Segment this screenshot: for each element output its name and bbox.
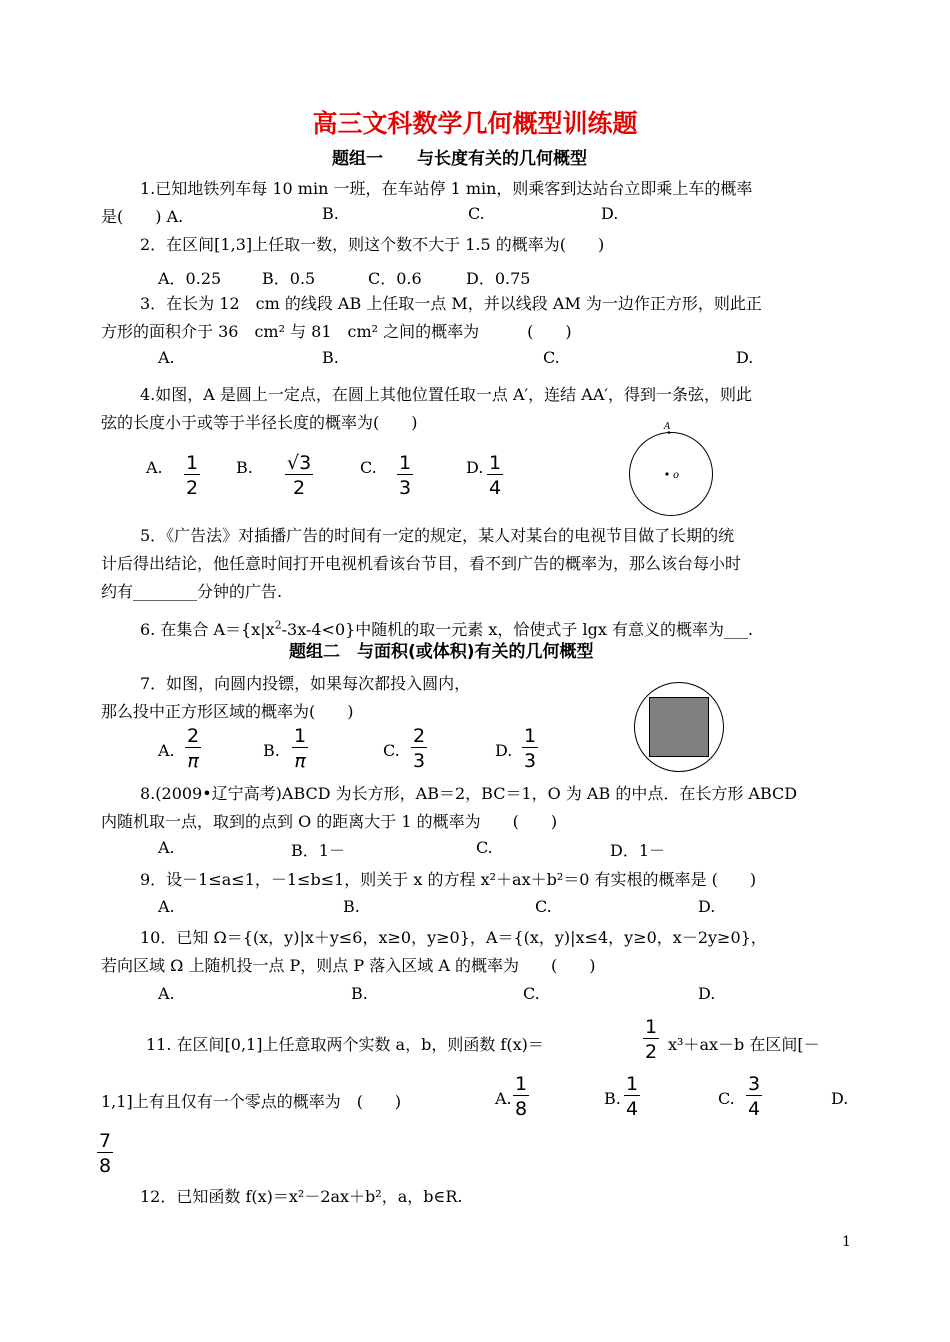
question-3-option-b: B. <box>322 348 339 367</box>
question-10-option-d: D. <box>698 984 716 1003</box>
question-4-option-a: A. <box>146 458 163 477</box>
question-3-option-c: C. <box>543 348 560 367</box>
question-7-option-d: D. <box>495 741 513 760</box>
question-11-option-c: C. <box>718 1089 735 1108</box>
question-8-option-c: C. <box>476 838 493 857</box>
question-4-fraction-c: $\frac{1}{3}$ <box>399 452 412 499</box>
question-11-half-fraction: $\frac{1}{2}$ <box>645 1016 658 1063</box>
question-4-fraction-b: $\frac{√3}{2}$ <box>287 452 312 499</box>
question-12-stem: 12．已知函数 f(x)＝x²－2ax＋b²，a，b∈R. <box>140 1187 463 1206</box>
question-2-option-d: D．0.75 <box>466 269 531 288</box>
question-1-option-d: D. <box>601 204 619 223</box>
question-1-line-2: 是( ) A. <box>101 207 184 226</box>
question-3-line-1: 3．在长为 12 cm 的线段 AB 上任取一点 M，并以线段 AM 为一边作正方形，则此正 <box>140 294 762 313</box>
question-2-option-b: B．0.5 <box>262 269 316 288</box>
question-7-fraction-b: $\frac{1}{\pi}$ <box>294 725 307 772</box>
question-6-stem: 6. 在集合 $A=\{x|x^2-3x-4<0\}$中随机的取一元素 x，恰使式子 lgx 有意义的概率为___. <box>140 618 754 639</box>
section-heading-length: 题组一 与长度有关的几何概型 <box>332 149 587 169</box>
question-4-line-2: 弦的长度小于或等于半径长度的概率为( ) <box>101 413 418 432</box>
question-8-line-1: 8.(2009•辽宁高考)ABCD 为长方形，AB＝2，BC＝1，O 为 AB 的中点．在长方形 ABCD <box>140 784 798 803</box>
question-11-fraction-c: $\frac{3}{4}$ <box>748 1073 761 1120</box>
question-4-option-b: B. <box>236 458 253 477</box>
page-title: 高三文科数学几何概型训练题 <box>312 109 638 138</box>
question-9-stem: 9．设－1≤a≤1，－1≤b≤1，则关于 x 的方程 x²＋ax＋b²＝0 有实根的概率是 ( ) <box>140 870 757 889</box>
question-4-fraction-a: $\frac{1}{2}$ <box>186 452 199 499</box>
question-11-fraction-d: $\frac{7}{8}$ <box>99 1130 112 1177</box>
question-11-option-b: B. <box>604 1089 621 1108</box>
circle-with-square-figure <box>632 680 732 780</box>
page-number: 1 <box>842 1234 851 1250</box>
inscribed-square <box>650 698 709 757</box>
question-11-line-2: 1,1]上有且仅有一个零点的概率为 ( ) <box>101 1092 402 1111</box>
question-11-line-1-end: x³＋ax－b 在区间[－ <box>668 1035 820 1054</box>
question-1-option-c: C. <box>468 204 485 223</box>
circle-figure <box>625 418 720 518</box>
question-3-option-a: A. <box>158 348 175 367</box>
question-7-fraction-c: $\frac{2}{3}$ <box>413 725 426 772</box>
question-10-line-2: 若向区域 Ω 上随机投一点 P，则点 P 落入区域 A 的概率为 ( ) <box>101 956 596 975</box>
question-7-line-2: 那么投中正方形区域的概率为( ) <box>101 702 354 721</box>
question-11-fraction-a: $\frac{1}{8}$ <box>515 1073 528 1120</box>
question-9-option-d: D. <box>698 897 716 916</box>
question-4-option-d: D. <box>466 458 484 477</box>
question-11-fraction-b: $\frac{1}{4}$ <box>626 1073 639 1120</box>
question-8-line-2: 内随机取一点，取到的点到 O 的距离大于 1 的概率为 ( ) <box>101 812 558 831</box>
question-9-option-b: B. <box>343 897 360 916</box>
question-5-line-1: 5．《广告法》对插播广告的时间有一定的规定，某人对某台的电视节目做了长期的统 <box>140 526 735 545</box>
question-1-line-1: 1.已知地铁列车每 10 min 一班，在车站停 1 min，则乘客到达站台立即乘上车的概率 <box>140 179 753 198</box>
section-heading-area: 题组二 与面积(或体积)有关的几何概型 <box>289 642 594 662</box>
question-5-line-2: 计后得出结论，他任意时间打开电视机看该台节目，看不到广告的概率为，那么该台每小时 <box>101 554 742 573</box>
question-7-option-a: A. <box>158 741 175 760</box>
question-4-option-c: C. <box>360 458 377 477</box>
question-11-line-1-start: 11. 在区间[0,1]上任意取两个实数 a，b，则函数 f(x)＝ <box>146 1035 544 1054</box>
question-5-line-3: 约有________分钟的广告. <box>101 582 283 601</box>
question-9-option-c: C. <box>535 897 552 916</box>
question-3-line-2: 方形的面积介于 36 cm² 与 81 cm² 之间的概率为 ( ) <box>101 322 572 341</box>
point-a-label: A <box>664 422 671 432</box>
question-8-option-b: B．1－ <box>291 841 345 860</box>
question-10-option-a: A. <box>158 984 175 1003</box>
question-2-option-c: C．0.6 <box>368 269 422 288</box>
question-7-fraction-a: $\frac{2}{\pi}$ <box>187 725 200 772</box>
question-9-option-a: A. <box>158 897 175 916</box>
question-8-option-a: A. <box>158 838 175 857</box>
question-10-line-1: 10．已知 Ω＝{(x，y)|x＋y≤6，x≥0，y≥0}，A＝{(x，y)|x≤4，y≥0，x－2y≥0}， <box>140 928 767 947</box>
question-10-option-c: C. <box>523 984 540 1003</box>
question-11-option-d: D. <box>831 1089 849 1108</box>
question-8-option-d: D．1－ <box>610 841 666 860</box>
question-2-stem: 2．在区间[1,3]上任取一数，则这个数不大于 1.5 的概率为( ) <box>140 235 605 254</box>
question-10-option-b: B. <box>351 984 368 1003</box>
question-7-line-1: 7．如图，向圆内投镖，如果每次都投入圆内， <box>140 674 471 693</box>
question-7-fraction-d: $\frac{1}{3}$ <box>524 725 537 772</box>
center-o-label: o <box>673 470 680 481</box>
question-7-option-c: C. <box>383 741 400 760</box>
question-4-line-1: 4.如图，A 是圆上一定点，在圆上其他位置任取一点 A′，连结 AA′，得到一条弦，则此 <box>140 385 753 404</box>
question-3-option-d: D. <box>736 348 754 367</box>
question-1-option-b: B. <box>322 204 339 223</box>
question-2-option-a: A．0.25 <box>158 269 222 288</box>
question-11-option-a: A. <box>495 1089 512 1108</box>
question-7-option-b: B. <box>263 741 280 760</box>
question-4-fraction-d: $\frac{1}{4}$ <box>489 452 502 499</box>
